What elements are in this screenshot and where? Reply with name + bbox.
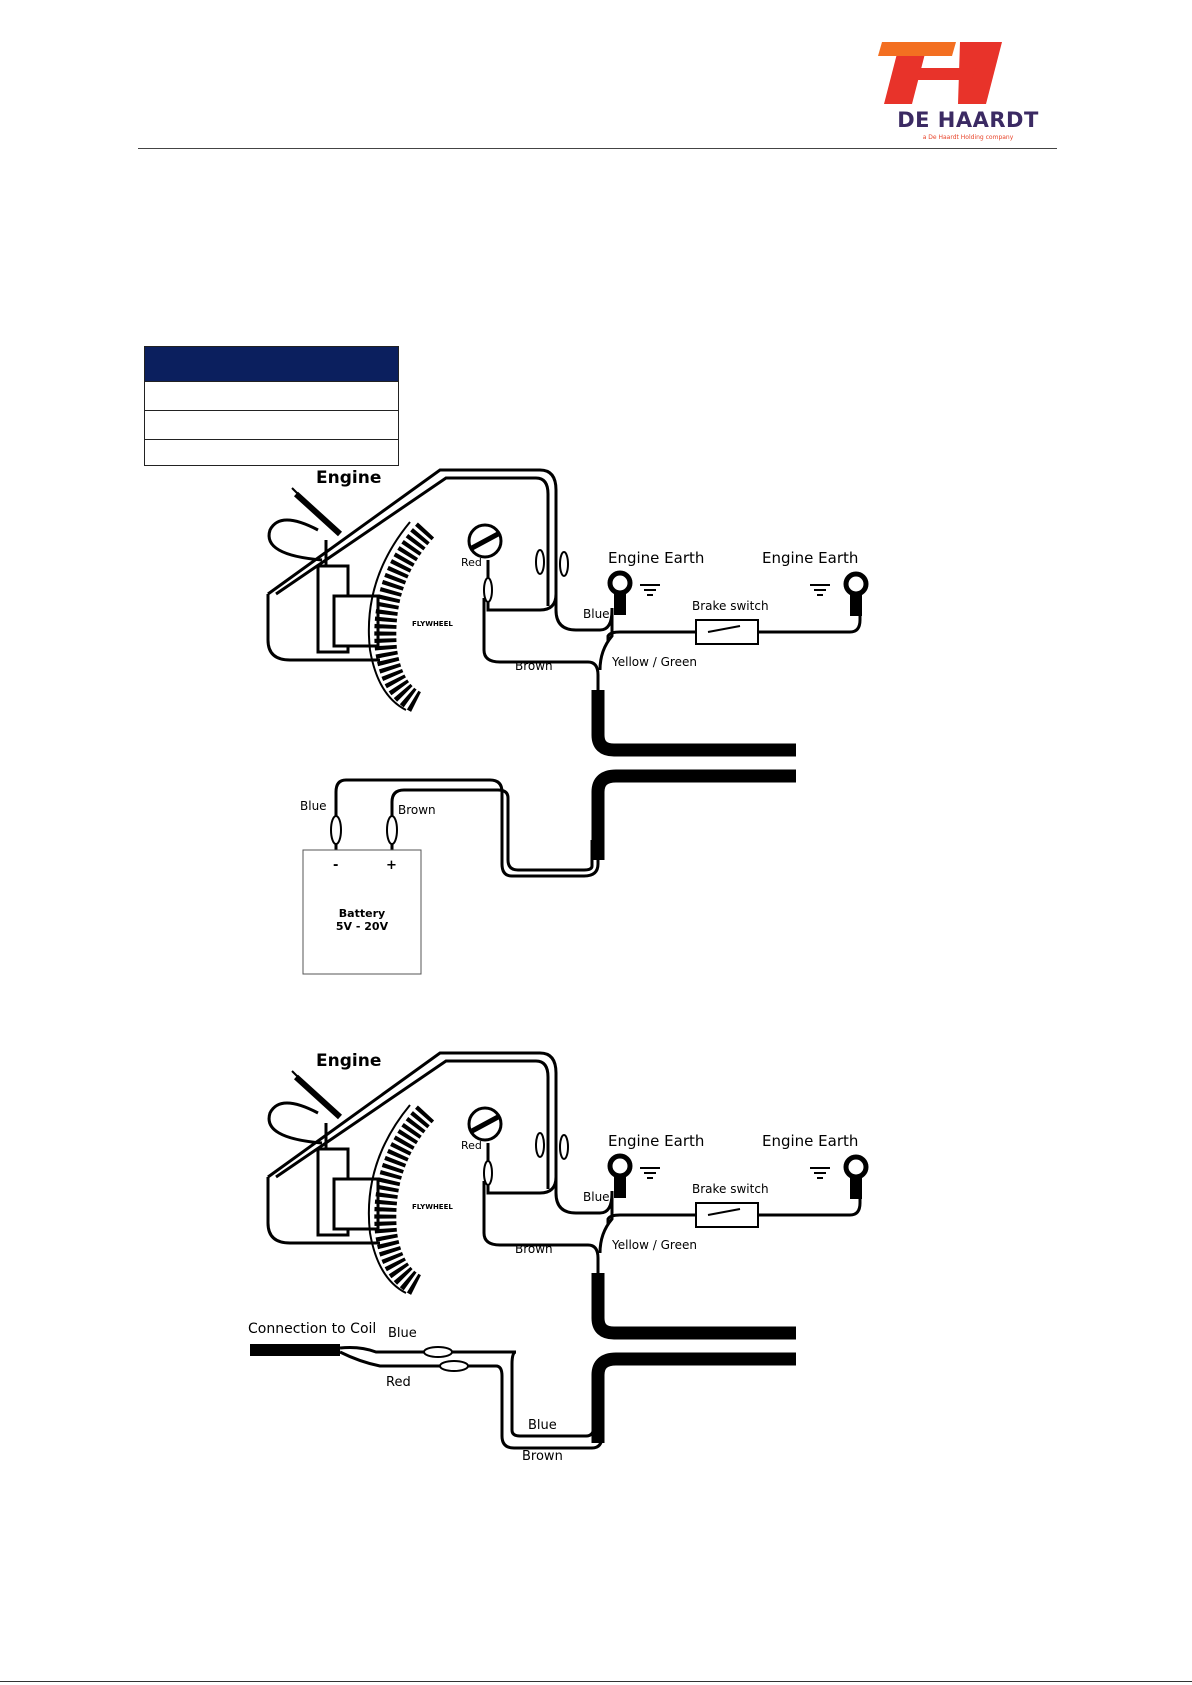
engine-label: Engine <box>316 468 382 488</box>
battery-label: Battery <box>338 907 386 920</box>
battery-brown-label: Brown <box>398 803 436 817</box>
battery-blue-label: Blue <box>300 799 327 813</box>
brand-tagline: a De Haardt Holding company <box>922 134 1014 141</box>
coil-blue-label: Blue <box>388 1326 417 1341</box>
ground-icon <box>810 585 830 595</box>
diagram-coil <box>268 1051 866 1443</box>
red-wire-label: Red <box>461 556 482 569</box>
lower-brown-label: Brown <box>522 1449 563 1464</box>
red-wire-label: Red <box>461 1139 482 1152</box>
engine-earth-lug-2 <box>846 1157 866 1199</box>
ground-icon <box>640 585 660 595</box>
diagram-battery <box>268 468 866 974</box>
engine-earth-label-2: Engine Earth <box>762 1132 859 1150</box>
battery-minus: - <box>333 858 339 873</box>
brake-switch-label: Brake switch <box>692 1182 769 1196</box>
battery-plus: + <box>386 858 397 873</box>
brake-switch-label: Brake switch <box>692 599 769 613</box>
brown-wire-label: Brown <box>515 659 553 673</box>
yellow-green-label: Yellow / Green <box>612 655 697 669</box>
blue-wire-label: Blue <box>583 607 610 621</box>
ground-icon <box>640 1168 660 1178</box>
footer-divider <box>0 1681 1192 1682</box>
flywheel-label: FLYWHEEL <box>412 1203 453 1211</box>
coil-connection <box>248 1321 602 1464</box>
brown-wire-label: Brown <box>515 1242 553 1256</box>
flywheel-label: FLYWHEEL <box>412 620 453 628</box>
coil-red-label: Red <box>386 1375 411 1390</box>
engine-earth-label-1: Engine Earth <box>608 549 705 567</box>
engine-earth-label-1: Engine Earth <box>608 1132 705 1150</box>
ground-icon <box>810 1168 830 1178</box>
connection-to-coil-label: Connection to Coil <box>248 1321 377 1337</box>
engine-earth-lug-2 <box>846 574 866 616</box>
brand-name: DE HAARDT <box>897 108 1039 132</box>
yellow-green-label: Yellow / Green <box>612 1238 697 1252</box>
lower-blue-label: Blue <box>528 1418 557 1433</box>
blue-wire-label: Blue <box>583 1190 610 1204</box>
battery-voltage: 5V - 20V <box>335 920 389 933</box>
engine-label: Engine <box>316 1051 382 1071</box>
engine-earth-label-2: Engine Earth <box>762 549 859 567</box>
